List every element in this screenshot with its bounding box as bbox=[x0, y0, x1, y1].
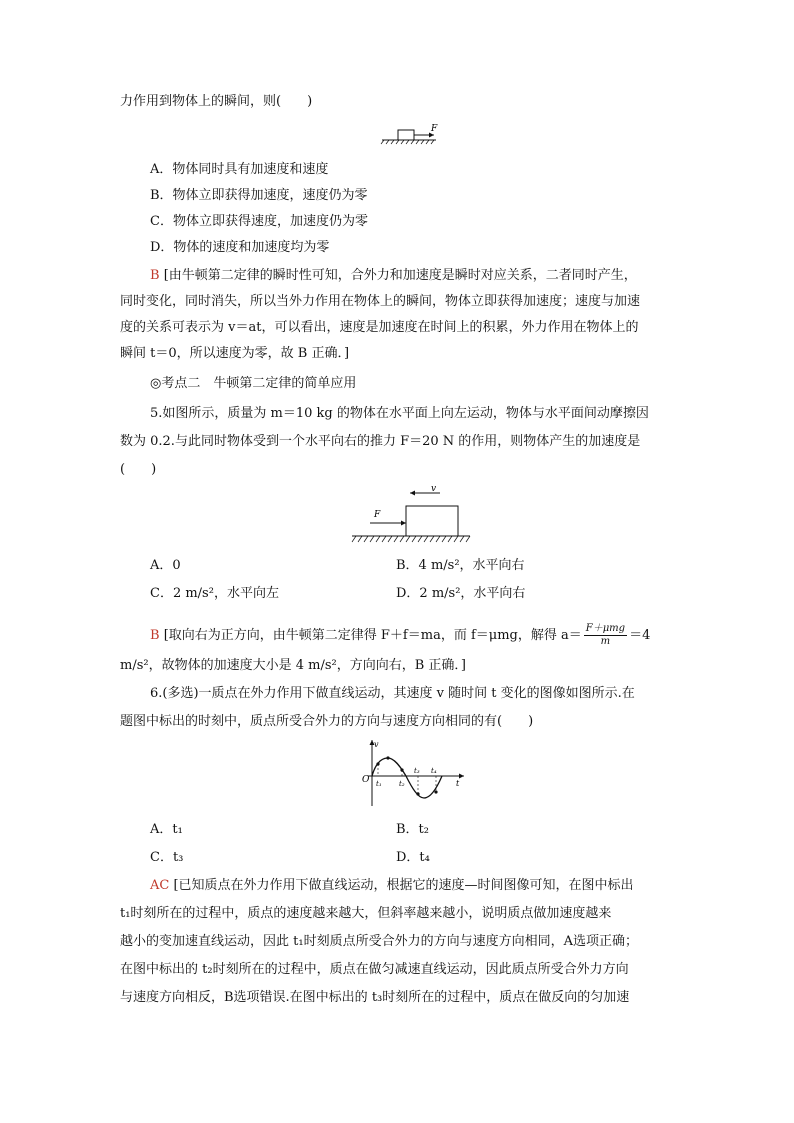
q6-explanation-line-5: 与速度方向相反，B选项错误.在图中标出的 t₃时刻所在的过程中，质点在做反向的匀加速 bbox=[120, 990, 630, 1005]
section-heading: ◎考点二 牛顿第二定律的简单应用 bbox=[150, 376, 357, 391]
q4-option-d: D．物体的速度和加速度均为零 bbox=[150, 240, 330, 255]
q4-explanation-line-3: 度的关系可表示为 v＝at，可以看出，速度是加速度在时间上的积累，外力作用在物体上的 bbox=[120, 320, 639, 335]
q5-stem-line-3: ( ) bbox=[120, 462, 157, 477]
q6-explanation-line-4: 在图中标出的 t₂时刻所在的过程中，质点在做匀减速直线运动，因此质点所受合外力方向 bbox=[120, 962, 629, 977]
q6-option-a: A．t₁ bbox=[150, 822, 183, 837]
q5-option-d: D．2 m/s²，水平向右 bbox=[396, 586, 526, 601]
q5-stem-line-1: 5.如图所示，质量为 m＝10 kg 的物体在水平面上向左运动，物体与水平面间动摩擦因 bbox=[150, 406, 649, 421]
q6-option-b: B．t₂ bbox=[396, 822, 429, 837]
q5-option-b: B．4 m/s²，水平向右 bbox=[396, 558, 525, 573]
q6-explanation-line-3: 越小的变加速直线运动，因此 t₁时刻质点所受合外力的方向与速度方向相同，A选项正确； bbox=[120, 934, 638, 949]
q4-explanation-line-2: 同时变化，同时消失，所以当外力作用在物体上的瞬间，物体立即获得加速度；速度与加速 bbox=[120, 294, 641, 309]
q5-figure-force-label: F bbox=[374, 510, 381, 520]
q6-explanation-line-2: t₁时刻所在的过程中，质点的速度越来越大，但斜率越来越小，说明质点做加速度越来 bbox=[120, 906, 612, 921]
q4-option-a: A．物体同时具有加速度和速度 bbox=[150, 162, 329, 177]
q5-explanation-line-2: m/s²，故物体的加速度大小是 4 m/s²，方向向右，B 正确．] bbox=[120, 658, 466, 673]
q6-option-d: D．t₄ bbox=[396, 850, 430, 865]
q5-answer: B bbox=[150, 628, 160, 643]
q5-option-a: A．0 bbox=[150, 558, 181, 573]
q4-figure-force-label: F bbox=[431, 124, 438, 134]
q6-graph-origin-label: O bbox=[362, 775, 370, 785]
q5-block-figure bbox=[352, 484, 472, 546]
q6-graph-t1-label: t₁ bbox=[376, 780, 382, 788]
q6-graph-v-label: v bbox=[374, 740, 379, 749]
q6-answer: AC bbox=[150, 878, 170, 893]
q6-graph-t2-label: t₂ bbox=[399, 780, 405, 788]
q5-explanation-line-1: B [取向右为正方向，由牛顿第二定律得 F＋f＝ma，而 f＝μmg，解得 a＝ $\frac{\text{F＋μmg}}{m}$ ＝4 bbox=[150, 623, 651, 647]
q6-graph-t-label: t bbox=[456, 779, 460, 788]
q6-graph-t4-label: t₄ bbox=[431, 767, 437, 775]
q6-vt-graph bbox=[360, 738, 470, 808]
q6-stem-line-2: 题图中标出的时刻中，质点所受合外力的方向与速度方向相同的有( ) bbox=[120, 714, 534, 729]
q5-fraction: $\frac{\text{F＋μmg}}{m}$ bbox=[585, 623, 626, 647]
q5-stem-line-2: 数为 0.2.与此同时物体受到一个水平向右的推力 F＝20 N 的作用，则物体产生的加速度是 bbox=[120, 434, 641, 449]
q6-stem-line-1: 6.(多选)一质点在外力作用下做直线运动，其速度 v 随时间 t 变化的图像如图所示.在 bbox=[150, 686, 635, 701]
q5-figure-velocity-label: v bbox=[431, 484, 437, 494]
q6-explanation-line-1: AC [已知质点在外力作用下做直线运动，根据它的速度—时间图像可知，在图中标出 bbox=[150, 878, 634, 893]
q4-block-figure bbox=[380, 126, 440, 148]
q4-explanation-line-1: B [由牛顿第二定律的瞬时性可知，合外力和加速度是瞬时对应关系，二者同时产生， bbox=[150, 268, 637, 283]
q4-option-c: C．物体立即获得速度，加速度仍为零 bbox=[150, 214, 368, 229]
q5-option-c: C．2 m/s²，水平向左 bbox=[150, 586, 279, 601]
q4-option-b: B．物体立即获得加速度，速度仍为零 bbox=[150, 188, 368, 203]
q6-graph-t3-label: t₃ bbox=[414, 767, 420, 775]
q4-stem-tail: 力作用到物体上的瞬间，则( ) bbox=[120, 94, 313, 109]
q4-answer: B bbox=[150, 268, 160, 283]
q6-option-c: C．t₃ bbox=[150, 850, 184, 865]
q4-explanation-line-4: 瞬间 t＝0，所以速度为零，故 B 正确．] bbox=[120, 346, 350, 361]
